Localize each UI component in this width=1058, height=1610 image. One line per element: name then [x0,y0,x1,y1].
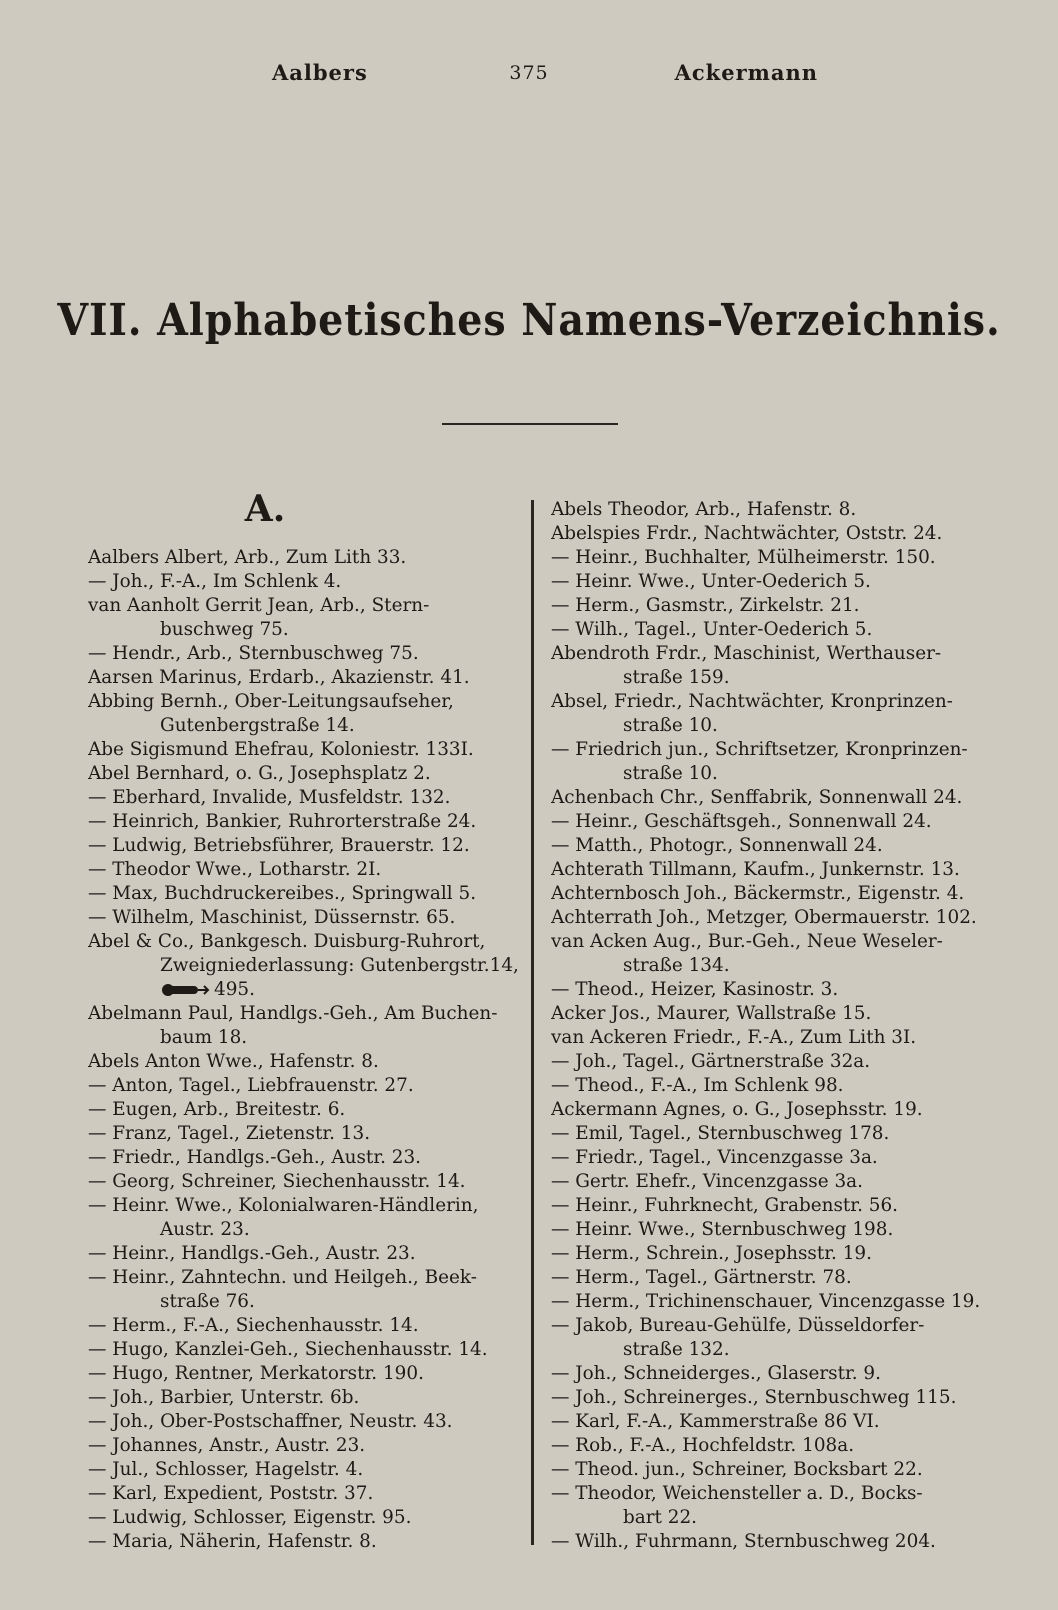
entry-text: Abelspies Frdr., Nachtwächter, Oststr. 24. [551,523,943,544]
directory-entry [88,1242,520,1266]
entry-text: Abelmann Paul, Handlgs.-Geh., Am Buchen- [88,1003,498,1024]
directory-entry [551,690,983,714]
title-divider [442,423,618,425]
entry-text: straße 132. [623,1339,730,1360]
directory-entry [551,642,983,666]
entry-text: — Georg, Schreiner, Siechenhausstr. 14. [88,1171,466,1192]
directory-entry [551,1002,983,1026]
directory-entry [88,618,520,642]
entry-text: straße 159. [623,667,730,688]
entry-text: — Heinr. Wwe., Unter-Oederich 5. [551,571,871,592]
directory-entry [551,1098,983,1122]
directory-entry [551,498,983,522]
directory-entry [551,1242,983,1266]
entry-text: — Theodor Wwe., Lotharstr. 2I. [88,859,382,880]
entry-text: — Gertr. Ehefr., Vincenzgasse 3a. [551,1171,863,1192]
directory-entry [551,1434,983,1458]
directory-entry [551,1146,983,1170]
entry-text: — Wilh., Tagel., Unter-Oederich 5. [551,619,873,640]
entry-text: Absel, Friedr., Nachtwächter, Kronprinzen- [551,691,953,712]
directory-entry [551,1266,983,1290]
directory-entry [88,1050,520,1074]
entry-text: — Theod., Heizer, Kasinostr. 3. [551,979,839,1000]
entry-text: — Friedr., Handlgs.-Geh., Austr. 23. [88,1147,422,1168]
directory-entry [551,1290,983,1314]
page-title: VII. Alphabetisches Namens-Verzeichnis. [57,295,1001,346]
directory-entry [88,858,520,882]
directory-entry [551,1050,983,1074]
page-number: 375 [509,62,549,84]
entry-text: Acker Jos., Maurer, Wallstraße 15. [551,1003,872,1024]
entry-text: Ackermann Agnes, o. G., Josephsstr. 19. [551,1099,923,1120]
entry-text: — Herm., Gasmstr., Zirkelstr. 21. [551,595,860,616]
entry-text: Austr. 23. [160,1219,250,1240]
directory-entry [551,1338,983,1362]
directory-entry [551,570,983,594]
left-column [88,546,520,1554]
directory-entry [88,930,520,954]
section-letter: A. [244,488,286,530]
directory-entry [88,666,520,690]
directory-entry [88,594,520,618]
entry-text: — Heinrich, Bankier, Ruhrorterstraße 24. [88,811,477,832]
directory-entry [88,1506,520,1530]
entry-text: Aarsen Marinus, Erdarb., Akazienstr. 41. [88,667,470,688]
directory-entry [551,858,983,882]
directory-entry [88,1266,520,1290]
entry-text: — Ludwig, Betriebsführer, Brauerstr. 12. [88,835,470,856]
entry-text: Abel Bernhard, o. G., Josephsplatz 2. [88,763,431,784]
directory-entry [551,738,983,762]
directory-entry [88,1098,520,1122]
directory-entry [551,1410,983,1434]
entry-text: — Karl, F.-A., Kammerstraße 86 VI. [551,1411,880,1432]
directory-entry [88,1146,520,1170]
entry-text: — Joh., F.-A., Im Schlenk 4. [88,571,342,592]
entry-text: — Friedr., Tagel., Vincenzgasse 3a. [551,1147,878,1168]
directory-entry [88,714,520,738]
entry-text: — Max, Buchdruckereibes., Springwall 5. [88,883,477,904]
right-column [551,498,983,1554]
directory-entry [551,1026,983,1050]
directory-entry [88,546,520,570]
entry-text: baum 18. [160,1027,248,1048]
entry-text: Abels Anton Wwe., Hafenstr. 8. [88,1051,379,1072]
directory-entry [88,1218,520,1242]
entry-text: van Ackeren Friedr., F.-A., Zum Lith 3I. [551,1027,917,1048]
directory-entry [551,666,983,690]
directory-entry [88,1122,520,1146]
entry-text: — Theodor, Weichensteller a. D., Bocks- [551,1483,923,1504]
directory-entry [88,1338,520,1362]
directory-entry [88,1530,520,1554]
entry-text: — Hendr., Arb., Sternbuschweg 75. [88,643,419,664]
entry-text: — Franz, Tagel., Zietenstr. 13. [88,1123,371,1144]
entry-text: — Joh., Barbier, Unterstr. 6b. [88,1387,360,1408]
directory-entry [551,1170,983,1194]
directory-entry [551,1314,983,1338]
directory-entry [88,810,520,834]
directory-entry [551,1458,983,1482]
entry-text: buschweg 75. [160,619,289,640]
directory-entry [551,906,983,930]
directory-entry [88,1314,520,1338]
entry-text: — Heinr. Wwe., Sternbuschweg 198. [551,1219,894,1240]
entry-text: Abbing Bernh., Ober-Leitungsaufseher, [88,691,454,712]
directory-entry [88,690,520,714]
directory-entry [551,954,983,978]
running-header-right: Ackermann [674,60,818,85]
directory-entry [88,882,520,906]
directory-entry [551,1530,983,1554]
entry-text: — Theod. jun., Schreiner, Bocksbart 22. [551,1459,923,1480]
directory-entry [88,738,520,762]
entry-text: bart 22. [623,1507,698,1528]
directory-entry [551,786,983,810]
entry-text: Achenbach Chr., Senffabrik, Sonnenwall 24. [551,787,963,808]
directory-entry [88,1074,520,1098]
directory-entry [551,546,983,570]
directory-entry [551,1194,983,1218]
entry-text: — Emil, Tagel., Sternbuschweg 178. [551,1123,890,1144]
entry-text: — Heinr., Geschäftsgeh., Sonnenwall 24. [551,811,932,832]
entry-text: 495. [214,979,255,1000]
directory-entry [88,1362,520,1386]
entry-text: — Herm., F.-A., Siechenhausstr. 14. [88,1315,419,1336]
directory-entry [88,1386,520,1410]
entry-text: — Karl, Expedient, Poststr. 37. [88,1483,374,1504]
entry-text: — Joh., Schneiderges., Glaserstr. 9. [551,1363,881,1384]
entry-text: Achterath Tillmann, Kaufm., Junkernstr. 13. [551,859,960,880]
entry-text: — Joh., Schreinerges., Sternbuschweg 115. [551,1387,957,1408]
directory-entry [88,1026,520,1050]
entry-text: — Joh., Ober-Postschaffner, Neustr. 43. [88,1411,453,1432]
directory-entry [88,570,520,594]
directory-entry [551,522,983,546]
directory-entry [551,882,983,906]
directory-entry [88,978,520,1002]
entry-text: Zweigniederlassung: Gutenbergstr.14, [160,955,519,976]
directory-entry [88,642,520,666]
entry-text: — Hugo, Kanzlei-Geh., Siechenhausstr. 14. [88,1339,488,1360]
directory-entry [88,786,520,810]
directory-entry [551,834,983,858]
directory-entry [551,810,983,834]
entry-text: — Heinr., Buchhalter, Mülheimerstr. 150. [551,547,936,568]
directory-entry [551,1386,983,1410]
directory-entry [551,1218,983,1242]
directory-entry [551,762,983,786]
entry-text: — Johannes, Anstr., Austr. 23. [88,1435,366,1456]
entry-text: — Heinr., Zahntechn. und Heilgeh., Beek- [88,1267,477,1288]
directory-entry [88,1458,520,1482]
entry-text: Abendroth Frdr., Maschinist, Werthauser- [551,643,942,664]
entry-text: Aalbers Albert, Arb., Zum Lith 33. [88,547,407,568]
entry-text: straße 10. [623,715,718,736]
entry-text: — Ludwig, Schlosser, Eigenstr. 95. [88,1507,412,1528]
entry-text: — Theod., F.-A., Im Schlenk 98. [551,1075,844,1096]
directory-entry [551,1074,983,1098]
directory-entry [88,1002,520,1026]
entry-text: straße 10. [623,763,718,784]
entry-text: — Friedrich jun., Schriftsetzer, Kronprinzen- [551,739,968,760]
entry-text: — Herm., Tagel., Gärtnerstr. 78. [551,1267,852,1288]
entry-text: — Eberhard, Invalide, Musfeldstr. 132. [88,787,451,808]
directory-entry [88,954,520,978]
entry-text: — Wilhelm, Maschinist, Düssernstr. 65. [88,907,456,928]
directory-entry [551,1506,983,1530]
directory-entry [88,1194,520,1218]
entry-text: — Jakob, Bureau-Gehülfe, Düsseldorfer- [551,1315,925,1336]
directory-entry [551,714,983,738]
entry-text: — Wilh., Fuhrmann, Sternbuschweg 204. [551,1531,936,1552]
entry-text: van Acken Aug., Bur.-Geh., Neue Weseler- [551,931,943,952]
entry-text: Achterrath Joh., Metzger, Obermauerstr. 102. [551,907,977,928]
entry-text: straße 134. [623,955,730,976]
directory-entry [551,1362,983,1386]
entry-text: — Heinr. Wwe., Kolonialwaren-Händlerin, [88,1195,479,1216]
entry-text: Abels Theodor, Arb., Hafenstr. 8. [551,499,857,520]
directory-entry [88,1482,520,1506]
entry-text: — Joh., Tagel., Gärtnerstraße 32a. [551,1051,871,1072]
entry-text: — Hugo, Rentner, Merkatorstr. 190. [88,1363,424,1384]
directory-entry [88,1290,520,1314]
entry-text: — Herm., Trichinenschauer, Vincenzgasse 19. [551,1291,981,1312]
directory-entry [551,1482,983,1506]
entry-text: — Anton, Tagel., Liebfrauenstr. 27. [88,1075,414,1096]
telephone-icon [160,983,210,997]
directory-entry [551,930,983,954]
entry-text: straße 76. [160,1291,255,1312]
entry-text: — Herm., Schrein., Josephsstr. 19. [551,1243,872,1264]
directory-entry [88,1410,520,1434]
entry-text: — Rob., F.-A., Hochfeldstr. 108a. [551,1435,855,1456]
entry-text: — Jul., Schlosser, Hagelstr. 4. [88,1459,364,1480]
directory-entry [551,978,983,1002]
directory-entry [88,1170,520,1194]
entry-text: — Matth., Photogr., Sonnenwall 24. [551,835,883,856]
directory-entry [88,834,520,858]
entry-text: Abe Sigismund Ehefrau, Koloniestr. 133I. [88,739,474,760]
entry-text: Gutenbergstraße 14. [160,715,355,736]
directory-entry [551,618,983,642]
entry-text: — Eugen, Arb., Breitestr. 6. [88,1099,346,1120]
entry-text: Achternbosch Joh., Bäckermstr., Eigenstr. 4. [551,883,965,904]
entry-text: — Heinr., Handlgs.-Geh., Austr. 23. [88,1243,416,1264]
entry-text: Abel & Co., Bankgesch. Duisburg-Ruhrort, [88,931,486,952]
running-header-left: Aalbers [272,60,368,85]
entry-text: van Aanholt Gerrit Jean, Arb., Stern- [88,595,430,616]
entry-text: — Heinr., Fuhrknecht, Grabenstr. 56. [551,1195,899,1216]
entry-text: — Maria, Näherin, Hafenstr. 8. [88,1531,377,1552]
directory-entry [88,906,520,930]
directory-entry [551,1122,983,1146]
directory-entry [88,1434,520,1458]
directory-entry [551,594,983,618]
column-divider [531,500,534,1545]
directory-entry [88,762,520,786]
